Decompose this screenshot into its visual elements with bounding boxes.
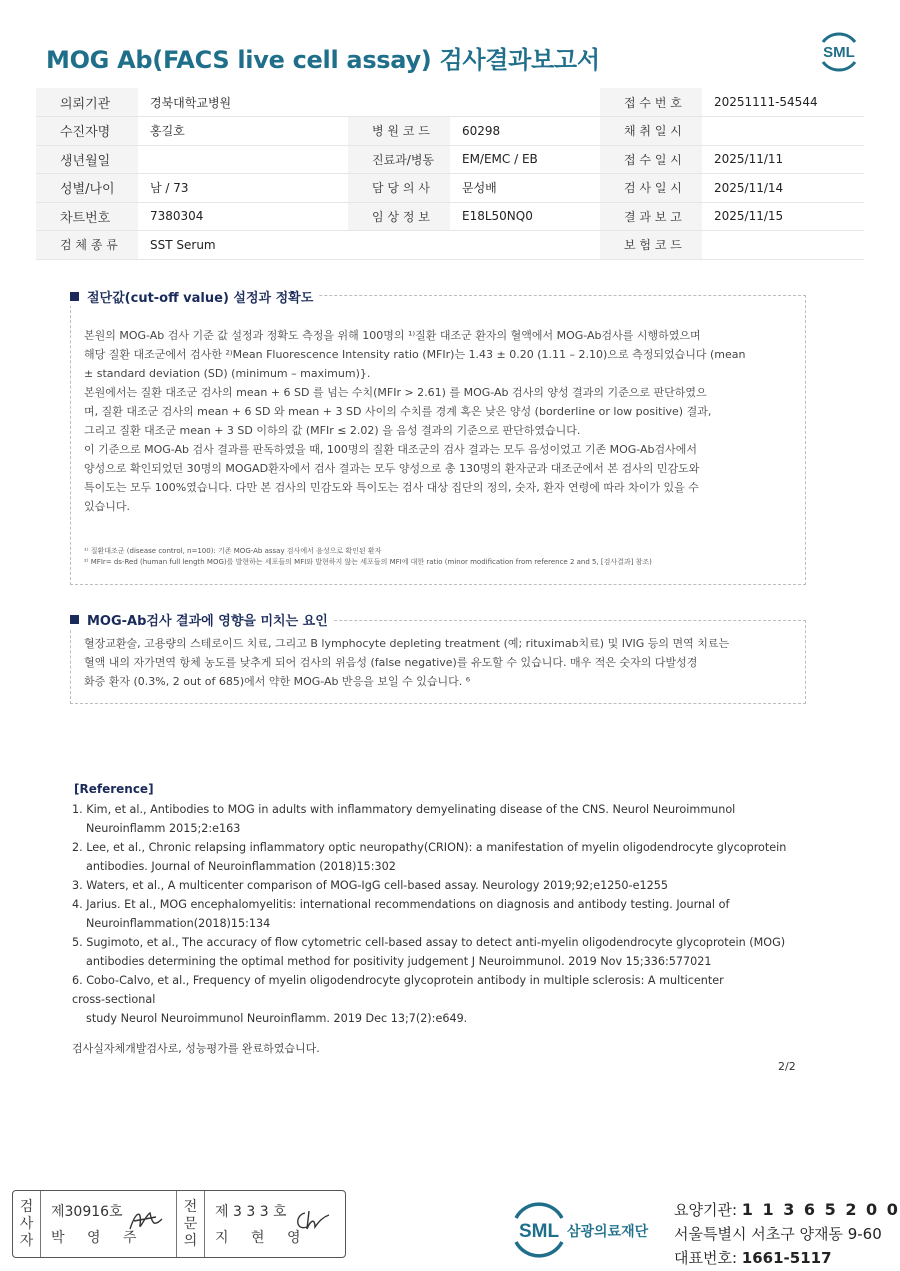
info-label: 수진자명 xyxy=(36,117,138,146)
info-label: 생년월일 xyxy=(36,145,138,174)
bullet-square-icon xyxy=(70,615,79,624)
info-value: 2025/11/14 xyxy=(702,174,864,203)
bullet-square-icon xyxy=(70,292,79,301)
info-row xyxy=(36,88,864,117)
sml-foundation-logo-icon xyxy=(510,1200,665,1258)
info-row xyxy=(36,145,864,174)
reference-title: [Reference] xyxy=(74,782,154,796)
reference-line: antibodies. Journal of Neuroinflammation (2018)15:302 xyxy=(86,860,396,873)
reference-line: Neuroinflamm 2015;2:e163 xyxy=(86,822,241,835)
info-value: 7380304 xyxy=(138,202,348,231)
paragraph-line: 특이도는 모두 100%였습니다. 다만 본 검사의 민감도와 특이도는 검사 대상 집단의 정의, 숫자, 환자 연령에 따라 차이가 있을 수 xyxy=(84,481,699,494)
paragraph-line: 이 기준으로 MOG-Ab 검사 결과를 판독하였을 때, 100명의 질환 대조군의 검사 결과는 모두 음성이었고 기존 MOG-Ab검사에서 xyxy=(84,443,698,456)
paragraph-line: 혈액 내의 자가면역 항체 농도를 낮추게 되어 검사의 위음성 (false negative)를 유도할 수 있습니다. 매우 적은 숫자의 다발성경 xyxy=(84,656,698,669)
institution-code xyxy=(674,1198,900,1222)
value: 1 1 3 6 5 2 0 0 xyxy=(741,1200,900,1219)
paragraph-line: 양성으로 확인되었던 30명의 MOGAD환자에서 검사 결과는 모두 양성으로 총 130명의 환자군과 대조군에서 본 검사의 민감도와 xyxy=(84,462,700,475)
info-value: E18L50NQ0 xyxy=(450,202,600,231)
reference-line: 5. Sugimoto, et al., The accuracy of flow cytometric cell-based assay to detect anti-myelin oligodendrocyte glycoprotein (MOG) xyxy=(72,936,786,949)
page-number: 2/2 xyxy=(778,1060,796,1073)
institution-info xyxy=(674,1198,900,1270)
svg-text:SML: SML xyxy=(518,1221,560,1242)
info-value: 남 / 73 xyxy=(138,174,348,203)
reference-line: Neuroinflammation(2018)15:134 xyxy=(86,917,271,930)
role-char: 의 xyxy=(183,1232,198,1249)
reference-line: antibodies determining the optimal method for positivity judgement J Neuroimmunol. 2019 Nov 15;336:577021 xyxy=(86,955,712,968)
paragraph-line: 그리고 질환 대조군 mean + 3 SD 이하의 값 (MFIr ≤ 2.02) 을 음성 결과의 기준으로 판단하였습니다. xyxy=(84,424,581,437)
reference-line: 2. Lee, et al., Chronic relapsing inflammatory optic neuropathy(CRION): a manifestation of myelin oligodendrocyte glycoprotein xyxy=(72,841,787,854)
info-row xyxy=(36,174,864,203)
info-value: 20251111-54544 xyxy=(702,88,864,117)
reference-line: study Neurol Neuroimmunol Neuroinflamm. 2019 Dec 13;7(2):e649. xyxy=(86,1012,468,1025)
reference-line: cross-sectional xyxy=(72,993,156,1006)
footnotes xyxy=(84,546,652,568)
paragraph-line: 화증 환자 (0.3%, 2 out of 685)에서 약한 MOG-Ab 반응을 보일 수 있습니다. ⁶ xyxy=(84,675,471,688)
institution-phone xyxy=(674,1246,900,1270)
value: 1661-5117 xyxy=(741,1249,832,1267)
info-value: 경북대학교병원 xyxy=(138,88,600,117)
info-label: 성별/나이 xyxy=(36,174,138,203)
role-char: 자 xyxy=(19,1232,34,1249)
paragraph-line: 해당 질환 대조군에서 검사한 ²⁾Mean Fluorescence Intensity ratio (MFIr)는 1.43 ± 0.20 (1.11 – 2.10)으로 측정되었습니다 (mean xyxy=(84,348,746,361)
role-char: 문 xyxy=(183,1215,198,1232)
info-row xyxy=(36,202,864,231)
info-label: 임 상 정 보 xyxy=(348,202,450,231)
info-label: 결 과 보 고 xyxy=(600,202,702,231)
svg-text:삼광의료재단: 삼광의료재단 xyxy=(567,1224,649,1240)
specialist-signature xyxy=(205,1191,341,1257)
info-value: 2025/11/15 xyxy=(702,202,864,231)
info-value: 2025/11/11 xyxy=(702,145,864,174)
info-row xyxy=(36,231,864,260)
info-row xyxy=(36,117,864,146)
reference-line: 3. Waters, et al., A multicenter comparison of MOG-IgG cell-based assay. Neurology 2019;92;e1250-e1255 xyxy=(72,879,668,892)
section-title: MOG-Ab검사 결과에 영향을 미치는 요인 xyxy=(87,614,328,629)
footnote: ²⁾ MFIr= ds-Red (human full length MOG)를 발현하는 세포들의 MFI와 발현하지 않는 세포들의 MFI에 대한 ratio (minor modification from reference 2 and 5, [검사결과] 참조) xyxy=(84,558,652,566)
license-number: 제 3 3 3 호 xyxy=(215,1204,287,1220)
info-value xyxy=(702,117,864,146)
svg-text:SML: SML xyxy=(823,44,855,61)
info-value: SST Serum xyxy=(138,231,600,260)
license-number: 제30916호 xyxy=(51,1204,123,1220)
info-value: EM/EMC / EB xyxy=(450,145,600,174)
role-char: 사 xyxy=(19,1215,34,1232)
paragraph-line: 며, 질환 대조군 검사의 mean + 6 SD 와 mean + 3 SD 사이의 수치를 경계 혹은 낮은 양성 (borderline or low positive) 결과, xyxy=(84,405,712,418)
institution-address: 서울특별시 서초구 양재동 9-60 xyxy=(674,1225,882,1243)
paragraph-line: 본원에서는 질환 대조군 검사의 mean + 6 SD 를 넘는 수치(MFIr > 2.61) 를 MOG-Ab 검사의 양성 결과의 기준으로 판단하였으 xyxy=(84,386,707,399)
cutoff-section-heading xyxy=(70,287,319,306)
patient-info-table xyxy=(36,88,864,260)
factors-paragraph xyxy=(84,634,796,691)
info-label: 차트번호 xyxy=(36,202,138,231)
section-title: 절단값(cut-off value) 설정과 정확도 xyxy=(87,291,314,306)
signer-role-specialist xyxy=(177,1191,205,1257)
reference-line: 4. Jarius. Et al., MOG encephalomyelitis: international recommendations on diagnosis and antibody testing. Journal of xyxy=(72,898,730,911)
footnote: ¹⁾ 질환대조군 (disease control, n=100): 기존 MOG-Ab assay 검사에서 음성으로 확인된 환자 xyxy=(84,547,382,555)
label: 요양기관: xyxy=(674,1201,742,1219)
paragraph-line: 본원의 MOG-Ab 검사 기준 값 설정과 정확도 측정을 위해 100명의 ¹⁾질환 대조군 환자의 혈액에서 MOG-Ab검사를 시행하였으며 xyxy=(84,329,701,342)
report-title: MOG Ab(FACS live cell assay) 검사결과보고서 xyxy=(46,46,600,74)
signer-name: 박 영 주 xyxy=(51,1230,146,1246)
cutoff-paragraph xyxy=(84,326,796,516)
signature-block xyxy=(12,1190,346,1258)
examiner-signature xyxy=(41,1191,177,1257)
sml-logo-icon xyxy=(815,28,863,76)
info-value: 문성배 xyxy=(450,174,600,203)
info-label: 담 당 의 사 xyxy=(348,174,450,203)
info-value: 60298 xyxy=(450,117,600,146)
paragraph-line: 혈장교환술, 고용량의 스테로이드 치료, 그리고 B lymphocyte depleting treatment (예; rituximab치료) 및 IVIG 등의 면역 치료는 xyxy=(84,637,730,650)
reference-list xyxy=(72,800,802,1028)
role-char: 전 xyxy=(183,1198,198,1215)
info-label: 보 험 코 드 xyxy=(600,231,702,260)
info-label: 병 원 코 드 xyxy=(348,117,450,146)
role-char: 검 xyxy=(19,1198,34,1215)
signature-scribble-icon xyxy=(126,1205,166,1235)
signer-name: 지 현 영 xyxy=(215,1230,310,1246)
info-label: 의뢰기관 xyxy=(36,88,138,117)
info-value xyxy=(138,145,348,174)
reference-line: 1. Kim, et al., Antibodies to MOG in adults with inflammatory demyelinating disease of the CNS. Neurol Neuroimmunol xyxy=(72,803,736,816)
info-value: 홍길호 xyxy=(138,117,348,146)
info-label: 진료과/병동 xyxy=(348,145,450,174)
label: 대표번호: xyxy=(674,1249,742,1267)
info-value xyxy=(702,231,864,260)
signer-role-examiner xyxy=(13,1191,41,1257)
info-label: 접 수 일 시 xyxy=(600,145,702,174)
factors-section-heading xyxy=(70,610,334,629)
info-label: 검 체 종 류 xyxy=(36,231,138,260)
signature-scribble-icon xyxy=(291,1205,331,1235)
paragraph-line: ± standard deviation (SD) (minimum – maximum)}. xyxy=(84,367,371,380)
info-label: 접 수 번 호 xyxy=(600,88,702,117)
paragraph-line: 있습니다. xyxy=(84,500,131,513)
reference-line: 6. Cobo-Calvo, et al., Frequency of myelin oligodendrocyte glycoprotein antibody in multiple sclerosis: A multicenter xyxy=(72,974,724,987)
info-label: 채 취 일 시 xyxy=(600,117,702,146)
performance-note: 검사실자체개발검사로, 성능평가를 완료하였습니다. xyxy=(72,1042,320,1055)
info-label: 검 사 일 시 xyxy=(600,174,702,203)
